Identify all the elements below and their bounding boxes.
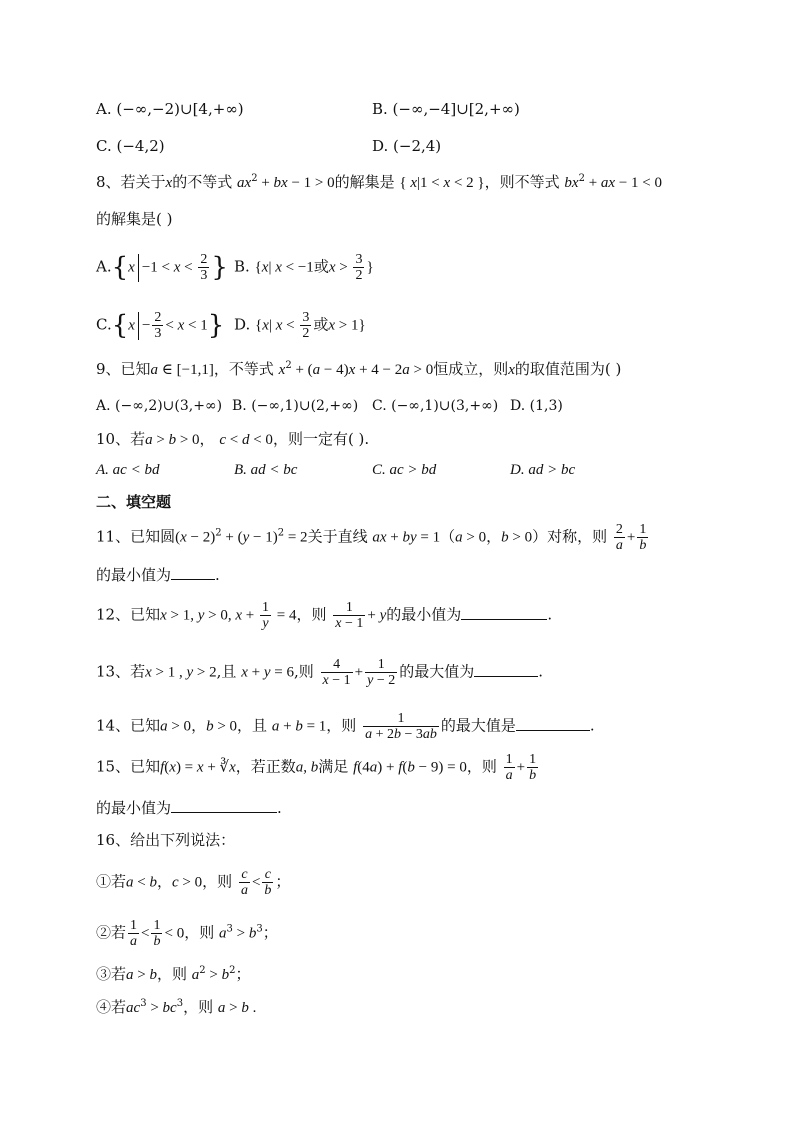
q8-stem: 8、若关于x的不等式 $ax^2$ + bx − 1 > 0的解集是 { x|1 < x < 2 }，则不等式 $bx^2$ + ax − 1 < 0	[96, 173, 663, 191]
q16-statement-2: ②若 $\frac{1}{a}$ < $\frac{1}{b}$ < 0，则 $a^3 > b^3$；	[96, 918, 278, 949]
q11-stem: 11、已知圆$(x - 2)^2 + (y - 1)^2 = 2$关于直线 ax + by = 1（a > 0，b > 0）对称，则 $\frac{2}{a}$ + $\frac{1}{b}$	[96, 522, 647, 553]
q8-option-c[interactable]: C.{x − $\frac{2}{3}$ < x < 1}	[96, 310, 225, 341]
q12-stem: 12、已知x > 1, y > 0, x + $\frac{1}{y}$ = 4，则 $\frac{1}{x - 1}$ + y的最小值为 .	[96, 600, 553, 631]
q7-option-d[interactable]: D. (−2,4)	[372, 137, 442, 155]
q11-answer-blank[interactable]	[171, 563, 215, 580]
section-title-fill-in: 二、填空题	[96, 493, 172, 511]
q15-answer-blank[interactable]	[171, 796, 277, 813]
q11-line2: 的最小值为 .	[96, 563, 220, 586]
q8-option-d[interactable]: D. {x| x < $\frac{3}{2}$ 或x > 1}	[234, 310, 366, 341]
q15-stem: 15、已知f(x) = x + ∛x，若正数a, b满足 f(4a) + f(b − 9) = 0，则 $\frac{1}{a}$ + $\frac{1}{b}$	[96, 752, 537, 783]
q13-stem: 13、若x > 1 , y > 2,且 x + y = 6,则 $\frac{4}{x - 1}$ + $\frac{1}{y - 2}$ 的最大值为 .	[96, 657, 544, 688]
q10-option-b[interactable]: B. ad < bc	[234, 462, 298, 478]
q9-option-b[interactable]: B. (−∞,1)∪(2,+∞)	[232, 398, 359, 414]
q13-answer-blank[interactable]	[474, 660, 538, 677]
q16-statement-3: ③若a > b，则 $a^2 > b^2$；	[96, 965, 251, 983]
q9-option-c[interactable]: C. (−∞,1)∪(3,+∞)	[372, 398, 499, 414]
q7-option-c[interactable]: C. (−4,2)	[96, 137, 165, 155]
q8-stem-line2: 的解集是( )	[96, 210, 173, 228]
q7-option-a[interactable]: A. (−∞,−2)∪[4,+∞)	[96, 100, 244, 118]
q9-option-a[interactable]: A. (−∞,2)∪(3,+∞)	[96, 398, 223, 414]
q10-option-a[interactable]: A. ac < bd	[96, 462, 160, 478]
q14-stem: 14、已知a > 0，b > 0，且 a + b = 1，则 $\frac{1}{a + 2b - 3ab}$ 的最大值是 .	[96, 711, 595, 742]
q10-option-c[interactable]: C. ac > bd	[372, 462, 437, 478]
q14-answer-blank[interactable]	[516, 714, 590, 731]
q12-answer-blank[interactable]	[461, 603, 547, 620]
q10-stem: 10、若a > b > 0， c < d < 0，则一定有( ).	[96, 430, 370, 448]
q16-statement-1: ①若a < b，c > 0，则 $\frac{c}{a}$ < $\frac{c}{b}$ ；	[96, 867, 291, 898]
q9-option-d[interactable]: D. (1,3)	[510, 398, 563, 414]
q15-line2: 的最小值为 .	[96, 796, 282, 819]
q8-option-a[interactable]: A.{x −1 < x < $\frac{2}{3}$ }	[96, 252, 228, 283]
q7-option-b[interactable]: B. (−∞,−4]∪[2,+∞)	[372, 100, 520, 118]
q10-option-d[interactable]: D. ad > bc	[510, 462, 576, 478]
q8-option-b[interactable]: B. {x| x < −1或x > $\frac{3}{2}$ }	[234, 252, 374, 283]
q16-stem: 16、给出下列说法：	[96, 831, 236, 849]
q9-stem: 9、已知a ∈ [−1,1]，不等式 $x^2 + (a - 4)x + 4 - 2a > 0$恒成立，则x的取值范围为( )	[96, 360, 622, 378]
q16-statement-4: ④若$ac^3 > bc^3$，则 a > b .	[96, 998, 257, 1016]
